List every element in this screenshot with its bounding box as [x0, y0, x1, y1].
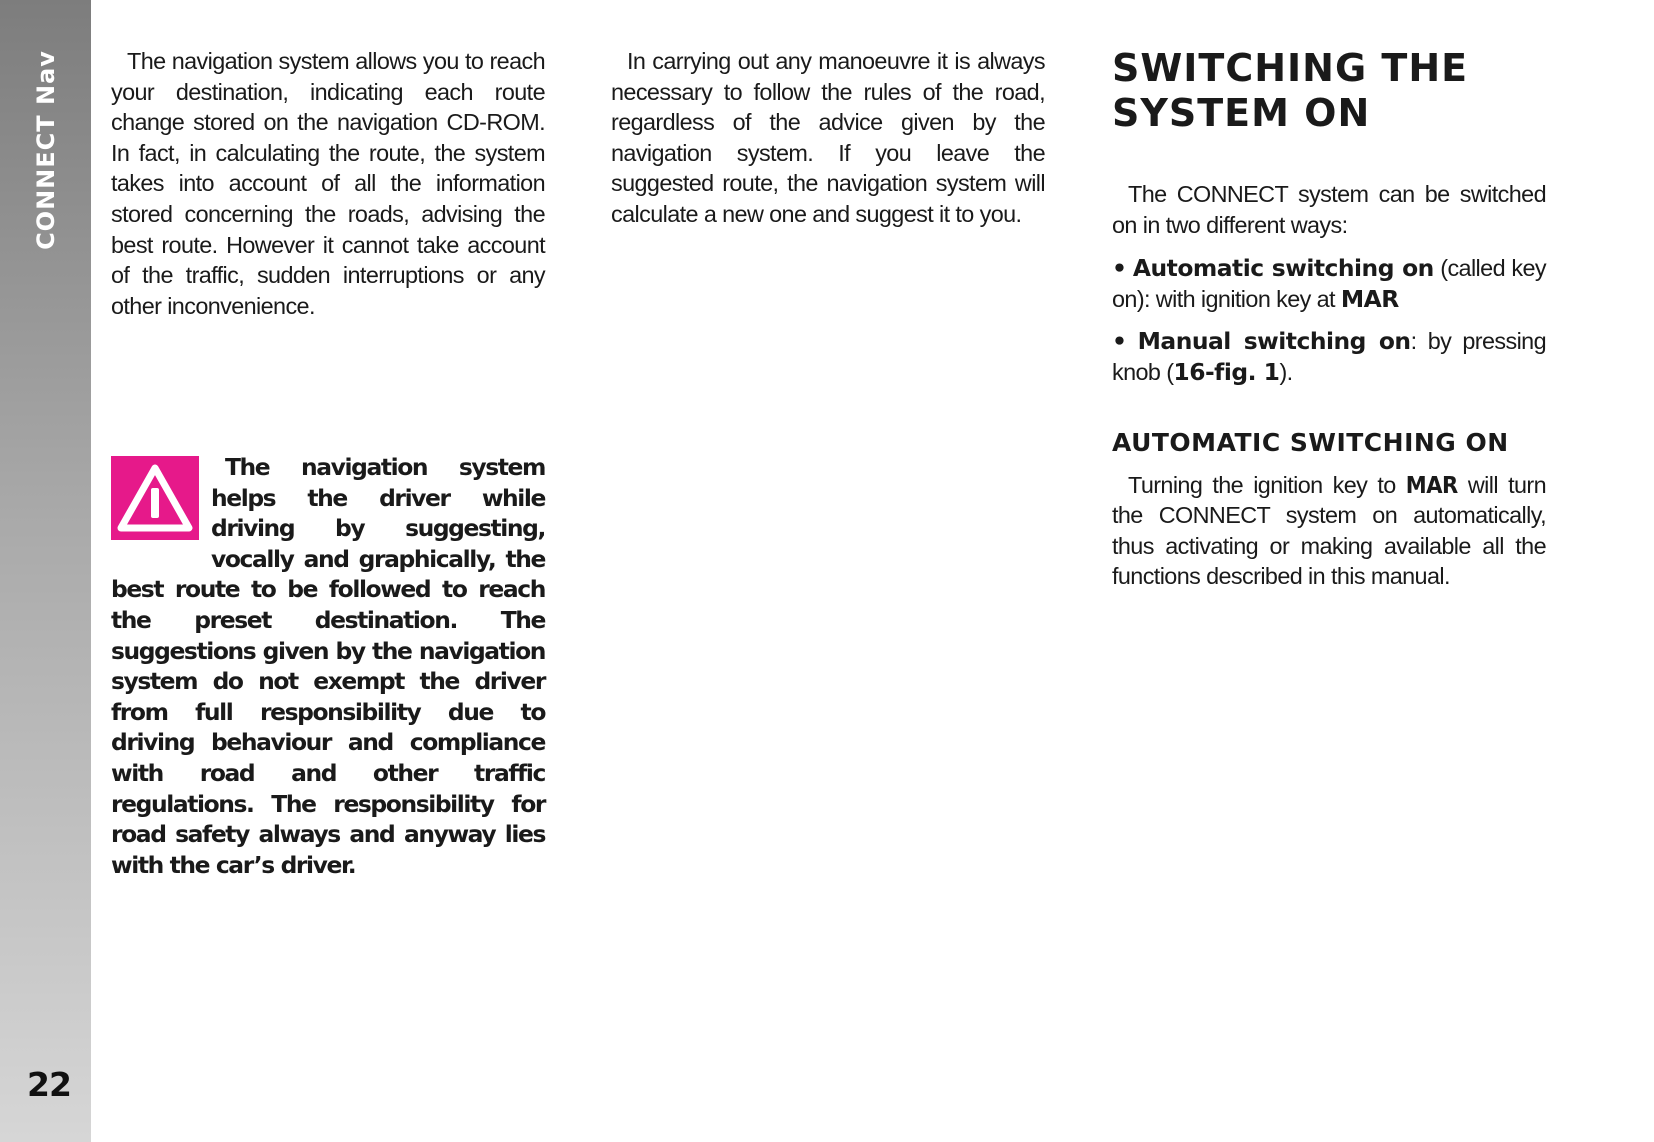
- side-strip: [0, 0, 91, 1142]
- warning-box: [111, 452, 545, 880]
- bullet-automatic: [1112, 253, 1546, 314]
- subsection-paragraph: [1112, 470, 1546, 592]
- subsection-text-2: will turn the CONNECT system on automatically, thus activating or making available all the functions described in this manual.: [1112, 471, 1546, 590]
- section-title: [1112, 46, 1546, 136]
- bullet-manual-ref: 16-fig. 1: [1173, 357, 1280, 386]
- subsection-text-1: Turning the ignition key to: [1128, 471, 1406, 498]
- switching-intro: The CONNECT system can be switched on in two different ways:: [1112, 181, 1546, 238]
- bullet-mark: •: [1112, 254, 1127, 283]
- subsection-title: AUTOMATIC SWITCHING ON: [1112, 427, 1509, 457]
- section-title-line-2: SYSTEM ON: [1112, 91, 1371, 135]
- column-left: [111, 46, 545, 321]
- section-tab-label: CONNECT Nav: [32, 50, 60, 250]
- bullet-automatic-key: MAR: [1340, 284, 1399, 313]
- column-middle: [611, 46, 1045, 230]
- intro-paragraph: The navigation system allows you to reach your destination, indicating each route change stored on the navigation CD-ROM. In fact, in calculating the route, the system takes into account of all the information stored concerning the roads, advising the best route. However it cannot take account of the traffic, sudden interruptions or any other inconvenience.: [111, 48, 545, 319]
- section-title-line-1: SWITCHING THE: [1112, 46, 1469, 90]
- page-number: 22: [27, 1065, 71, 1104]
- bullet-automatic-label: Automatic switching on: [1132, 254, 1434, 283]
- subsection-key: MAR: [1405, 470, 1458, 499]
- column-right: [1112, 46, 1546, 592]
- bullet-manual-label: Manual switching on: [1137, 327, 1411, 356]
- warning-triangle-icon: [111, 456, 199, 540]
- manoeuvre-paragraph: In carrying out any manoeuvre it is always necessary to follow the rules of the road, regardless of the advice given by the navigation system. If you leave the suggested route, the navigation system will calculate a new one and suggest it to you.: [611, 48, 1045, 227]
- warning-paragraph: The navigation system helps the driver while driving by suggesting, vocally and graphically, the best route to be followed to reach the preset destination. The suggestions given by the navigation system do not exempt the driver from full responsibility due to driving behaviour and compliance with road and other traffic regulations. The responsibility for road safety always and anyway lies with the car’s driver.: [111, 453, 545, 879]
- bullet-manual-end: ).: [1279, 358, 1293, 385]
- bullet-automatic-text: (called key on): with ignition key at: [1112, 255, 1546, 312]
- bullet-manual: [1112, 326, 1546, 387]
- bullet-manual-text: : by pressing knob (: [1112, 328, 1546, 385]
- bullet-mark: •: [1112, 327, 1127, 356]
